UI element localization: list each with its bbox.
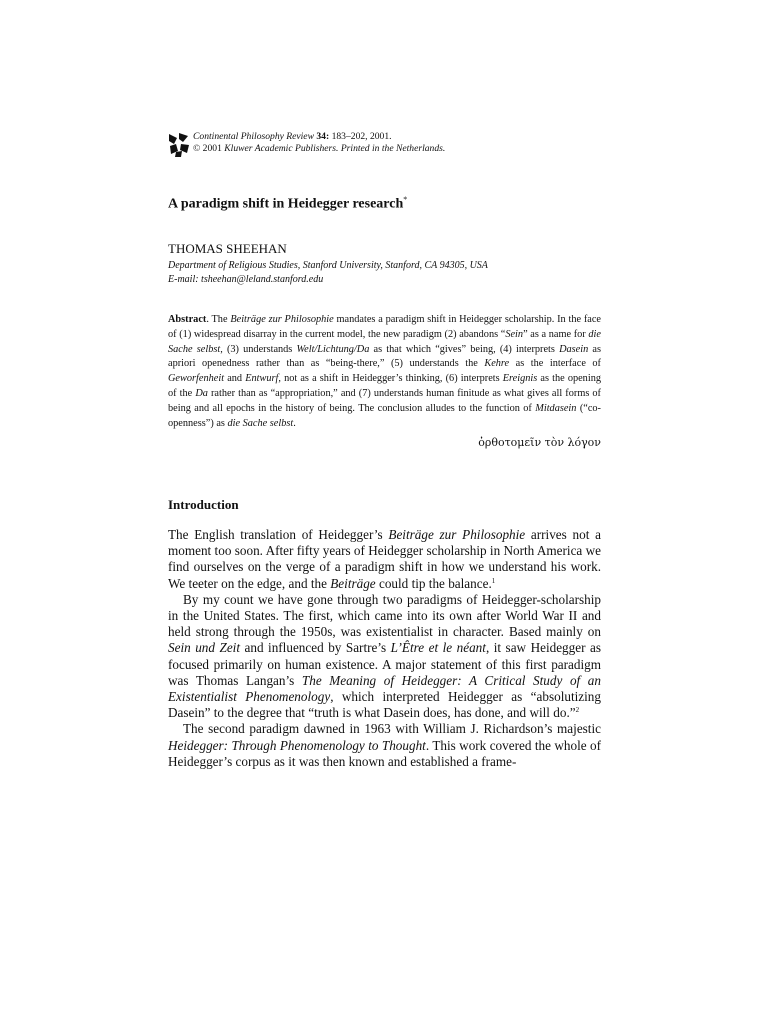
italic-term: Beiträge zur Philosophie [388,527,526,542]
text-run: By my count we have gone through two paradigms of Heidegger-scholarship in the United States. The first, which came into its own after World War II and held strong through the 1950s, was existentialist in character. Based mainly on [168,591,601,640]
author-email: E-mail: tsheehan@leland.stanford.edu [168,273,324,285]
body-paragraph [168,592,601,722]
italic-term: Beiträge [330,575,376,591]
italic-term: Mitdasein [535,402,577,414]
text-run: . The [206,314,231,325]
text-run: , (3) understands [220,343,297,355]
article-body [168,527,601,770]
text-run: and influenced by Sartre’s [240,640,391,656]
text-run: arrives not a moment too soon. After fifty years of Heidegger scholarship in North America we find ourselves on the verge of a paradigm shift in how we understand his work. We teeter on the edge, and the [168,527,601,591]
italic-term: die Sache selbst [168,328,601,355]
italic-term: die Sache selbst [227,417,294,429]
text-run: mandates a paradigm shift in Heidegger scholarship. In the face of (1) widespread disarray in the current model, the new paradigm (2) abandons “ [168,314,601,340]
text-run: , which interpreted Heidegger as “absolutizing Dasein” to the degree that “truth is what Dasein does, has done, and will do.” [168,689,601,721]
section-heading-introduction: Introduction [168,497,239,512]
text-run: and [224,373,246,385]
italic-term: Kehre [484,358,510,370]
text-run: as that which “gives” being, (4) interprets [369,343,560,355]
author-affiliation-block [168,259,488,286]
text-run: , not as a shift in Heidegger’s thinking, (6) interprets [278,373,503,385]
text-run: The English translation of Heidegger’s [168,527,389,542]
italic-term: Dasein [559,343,589,355]
text-run: The second paradigm dawned in 1963 with William J. Richardson’s majestic [183,721,601,737]
footnote-ref: 1 [491,576,496,585]
italic-term: Sein [505,328,524,340]
journal-citation [193,131,445,143]
text-run: , it saw Heidegger as focused primarily on human existence. A major statement of this first paradigm was Thomas Langan’s [168,640,601,688]
text-run: rather than as “appropriation,” and (7) understands human finitude as what gives all forms of being and all epochs in the history of being. The conclusion alludes to the function of [168,387,601,414]
italic-term: Entwurf [245,373,279,385]
article-title [168,195,407,213]
copyright-line [193,143,445,155]
italic-term: Welt/Lichtung/Da [296,343,370,355]
text-run: . [293,417,296,429]
text-run: ” as a name for [523,328,589,340]
title-footnote-marker: * [403,195,408,204]
journal-volume: 34: [316,131,330,142]
journal-masthead [168,131,608,161]
journal-pages-year: 183–202, 2001. [331,131,392,142]
text-run: as the opening of the [168,373,601,399]
italic-term: Ereignis [502,373,538,385]
text-run: (“co-openness”) as [168,402,601,429]
text-run: as the interface of [509,358,601,370]
body-paragraph [168,527,601,592]
copyright-year: © 2001 [193,142,222,154]
abstract-text [168,314,601,429]
text-run: . This work covered the whole of Heidegger’s corpus as it was then known and established a frame- [168,737,601,769]
publisher-logo-icon [168,132,190,158]
italic-term: Sein und Zeit [168,640,240,656]
body-paragraph [168,721,601,770]
publisher-note: Kluwer Academic Publishers. Printed in the Netherlands. [224,142,446,154]
abstract-label: Abstract [168,314,207,325]
italic-term: The Meaning of Heidegger: A Critical Study of an Existentialist Phenomenology [168,672,601,705]
italic-term: L’Être et le néant [390,640,486,656]
italic-term: Da [195,387,208,399]
footnote-ref: 2 [575,706,580,715]
text-run: could tip the balance. [375,575,492,591]
abstract [168,313,601,431]
text-run: as apriori openedness rather than as “being-there,” (5) understands the [168,343,601,370]
greek-epigraph: ὀρθοτομεῖν τὸν λόγον [478,436,601,449]
journal-name: Continental Philosophy Review [193,131,314,142]
italic-term: Geworfenheit [168,373,225,385]
italic-term: Heidegger: Through Phenomenology to Thought [168,737,426,753]
author-name: THOMAS SHEEHAN [168,241,287,256]
italic-term: Beiträge zur Philosophie [230,314,334,325]
article-title-text: A paradigm shift in Heidegger research [168,196,404,212]
author-affiliation: Department of Religious Studies, Stanford University, Stanford, CA 94305, USA [168,260,488,271]
